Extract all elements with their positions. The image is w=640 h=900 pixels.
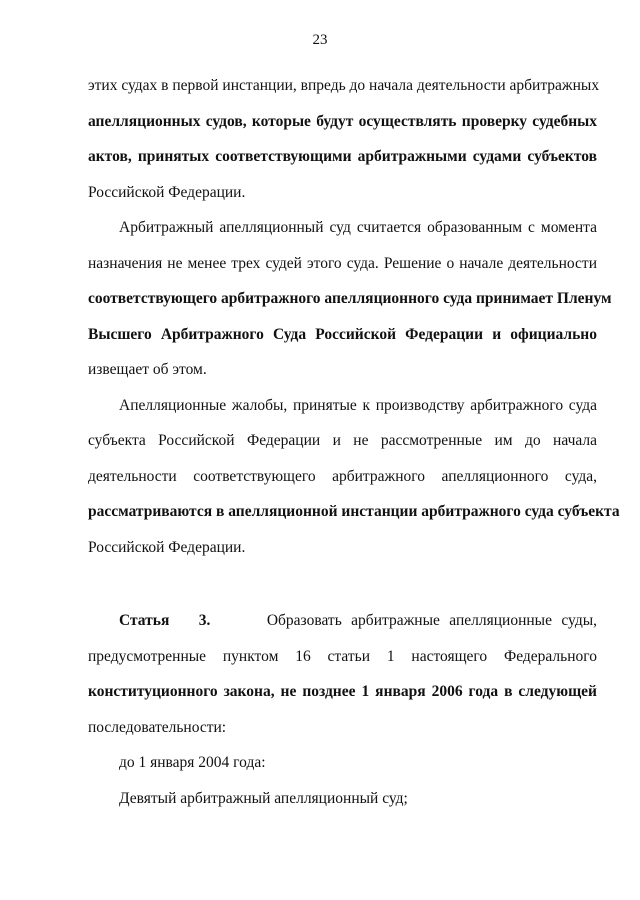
text-line: до 1 января 2004 года:	[119, 754, 266, 771]
text-line: предусмотренные пунктом 16 статьи 1 настоящего Федерального	[88, 647, 597, 665]
paragraph-ninth-court	[88, 781, 597, 817]
text-line: извещает об этом.	[88, 361, 207, 378]
paragraph-continuation	[88, 68, 600, 210]
text-line: Девятый арбитражный апелляционный суд;	[119, 789, 408, 807]
text-line: субъекта Российской Федерации и не рассмотренные им до начала	[88, 432, 597, 449]
paragraph-court-formation	[88, 210, 612, 388]
text-line: Апелляционные жалобы, принятые к производству арбитражного суда	[119, 396, 597, 414]
page-number: 23	[312, 32, 328, 48]
text-line: рассматриваются в апелляционной инстанции арбитражного суда субъекта	[88, 503, 620, 520]
paragraph-appeals	[88, 388, 620, 566]
text-line: конституционного закона, не позднее 1 января 2006 года в следующей	[88, 683, 597, 700]
text-line: Арбитражный апелляционный суд считается образованным с момента	[119, 219, 597, 236]
article-3-first-line	[88, 603, 597, 639]
article-3	[88, 603, 597, 745]
text-line: последовательности:	[88, 718, 227, 736]
text-line: Российской Федерации.	[88, 538, 246, 556]
paragraph-deadline-2004	[88, 745, 597, 781]
text-line: апелляционных судов, которые будут осуществлять проверку судебных	[88, 112, 597, 130]
article-heading: Статья 3.	[119, 612, 211, 629]
article-3-text: Образовать арбитражные апелляционные суды,	[266, 612, 597, 629]
text-line: этих судах в первой инстанции, впредь до начала деятельности арбитражных	[88, 77, 600, 94]
text-line: актов, принятых соответствующими арбитражными судами субъектов	[88, 148, 597, 165]
text-line: Высшего Арбитражного Суда Российской Федерации и официально	[88, 325, 597, 343]
text-line: соответствующего арбитражного апелляционного суда принимает Пленум	[88, 290, 612, 307]
text-line: назначения не менее трех судей этого суда. Решение о начале деятельности	[88, 254, 597, 272]
text-line: Российской Федерации.	[88, 183, 246, 201]
document-body	[88, 68, 620, 816]
text-line: деятельности соответствующего арбитражного апелляционного суда,	[88, 467, 597, 485]
section-gap	[88, 565, 597, 603]
